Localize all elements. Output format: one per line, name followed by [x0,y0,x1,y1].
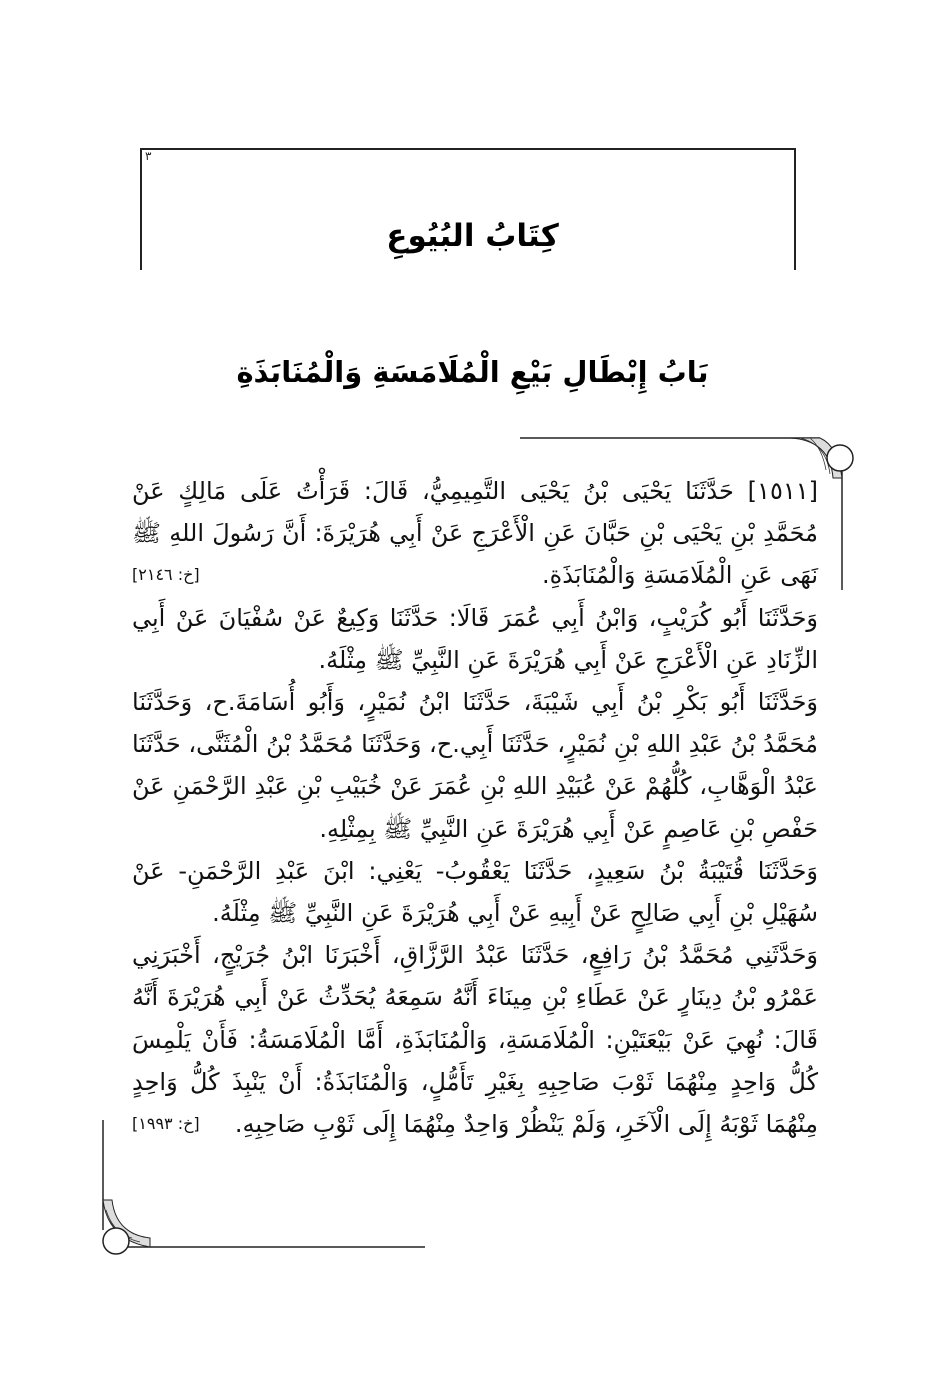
paragraph-text: وَحَدَّثَنَا أَبُو بَكْرِ بْنُ أَبِي شَيْبَةَ، حَدَّثَنَا ابْنُ نُمَيْرٍ، وَأَبُو أُسَامَةَ.ح، وَحَدَّثَنَا مُحَمَّدُ بْنُ عَبْدِ اللهِ بْنِ نُمَيْرٍ، حَدَّثَنَا أَبِي.ح، وَحَدَّثَنَا مُحَمَّدُ بْنُ الْمُثَنَّى، حَدَّثَنَا عَبْدُ الْوَهَّابِ، كُلُّهُمْ عَنْ عُبَيْدِ اللهِ بْنِ عُمَرَ عَنْ خُبَيْبِ بْنِ عَبْدِ الرَّحْمَنِ عَنْ حَفْصِ بْنِ عَاصِمٍ عَنْ أَبِي هُرَيْرَةَ عَنِ النَّبِيِّ ﷺ بِمِثْلِهِ. [132,688,818,843]
paragraph-text: حَدَّثَنَا يَحْيَى بْنُ يَحْيَى التَّمِيمِيُّ، قَالَ: قَرَأْتُ عَلَى مَالِكٍ عَنْ مُحَمَّدِ بْنِ يَحْيَى بْنِ حَبَّانَ عَنِ الْأَعْرَجِ عَنْ أَبِي هُرَيْرَةَ: أَنَّ رَسُولَ اللهِ ﷺ نَهَى عَنِ الْمُلَامَسَةِ وَالْمُنَابَذَةِ. [132,477,818,590]
hadith-paragraph [132,934,818,1145]
hadith-paragraph [132,597,818,681]
cross-reference: [خ: ١٩٩٣] [132,1114,200,1134]
paragraph-text: وَحَدَّثَنِي مُحَمَّدُ بْنُ رَافِعٍ، حَدَّثَنَا عَبْدُ الرَّزَّاقِ، أَخْبَرَنَا ابْنُ جُرَيْجٍ، أَخْبَرَنِي عَمْرُو بْنُ دِينَارٍ عَنْ عَطَاءِ بْنِ مِينَاءَ أَنَّهُ سَمِعَهُ يُحَدِّثُ عَنْ أَبِي هُرَيْرَةَ أَنَّهُ قَالَ: نُهِيَ عَنْ بَيْعَتَيْنِ: الْمُلَامَسَةِ، وَالْمُنَابَذَةِ، أَمَّا الْمُلَامَسَةُ: فَأَنْ يَلْمِسَ كُلُّ وَاحِدٍ مِنْهُمَا ثَوْبَ صَاحِبِهِ بِغَيْرِ تَأَمُّلٍ، وَالْمُنَابَذَةُ: أَنْ يَنْبِذَ كُلُّ وَاحِدٍ مِنْهُمَا ثَوْبَهُ إِلَى الْآخَرِ، وَلَمْ يَنْظُرْ وَاحِدٌ مِنْهُمَا إِلَى ثَوْبِ صَاحِبِهِ. [132,941,818,1139]
cross-reference: [خ: ٢١٤٦] [132,565,200,585]
chapter-title: بَابُ إِبْطَالِ بَيْعِ الْمُلَامَسَةِ وَالْمُنَابَذَةِ [236,355,709,389]
page-number: ٣ [145,149,152,163]
book-title: كِتَابُ البُيُوعِ [386,218,559,254]
hadith-paragraph [132,470,818,597]
hadith-text-block [132,470,818,1145]
hadith-number: [١٥١١] [747,477,818,505]
corner-ornament-bottom-left-icon [103,1200,150,1254]
hadith-paragraph [132,850,818,934]
paragraph-text: وَحَدَّثَنَا قُتَيْبَةُ بْنُ سَعِيدٍ، حَدَّثَنَا يَعْقُوبُ- يَعْنِي: ابْنَ عَبْدِ الرَّحْمَنِ- عَنْ سُهَيْلِ بْنِ أَبِي صَالِحٍ عَنْ أَبِيهِ عَنْ أَبِي هُرَيْرَةَ عَنِ النَّبِيِّ ﷺ مِثْلَهُ. [132,856,818,928]
paragraph-text: وَحَدَّثَنَا أَبُو كُرَيْبٍ، وَابْنُ أَبِي عُمَرَ قَالَا: حَدَّثَنَا وَكِيعٌ عَنْ سُفْيَانَ عَنْ أَبِي الزِّنَادِ عَنِ الْأَعْرَجِ عَنْ أَبِي هُرَيْرَةَ عَنِ النَّبِيِّ ﷺ مِثْلَهُ. [132,603,818,674]
hadith-paragraph [132,681,818,850]
